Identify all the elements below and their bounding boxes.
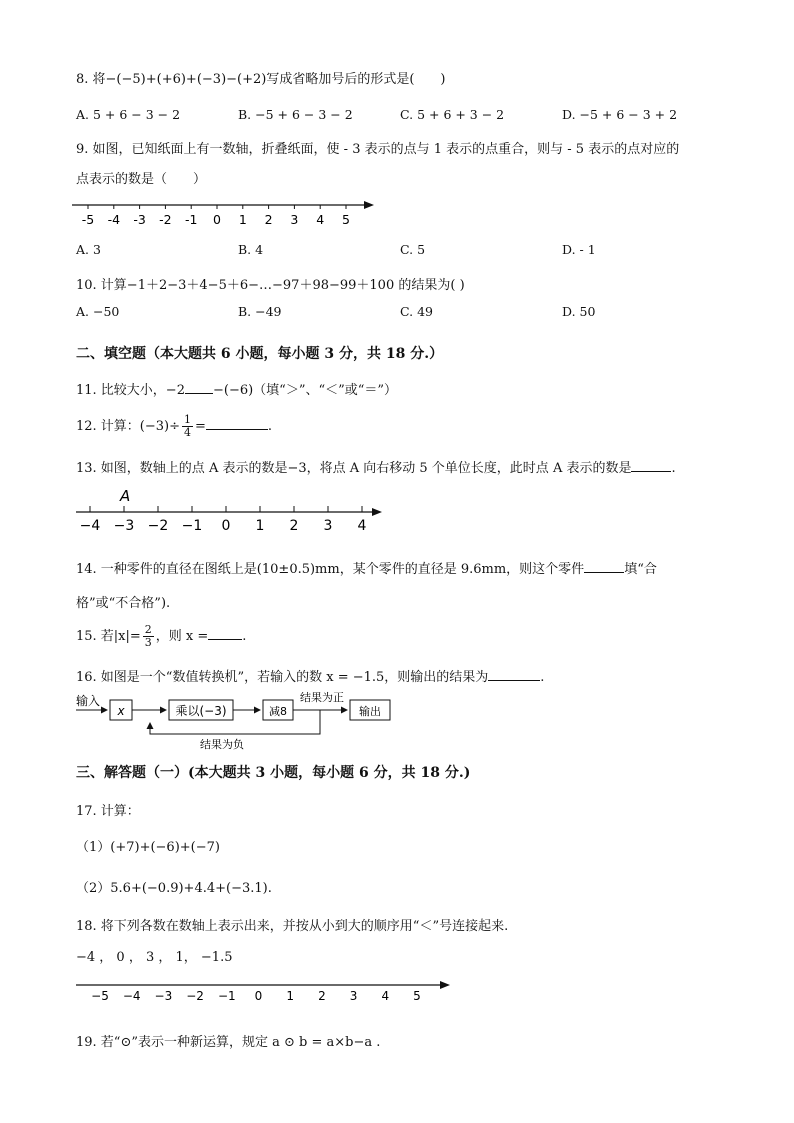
q18-stem: 18. 将下列各数在数轴上表示出来，并按从小到大的顺序用“＜”号连接起来. — [76, 919, 509, 934]
q17-stem: 17. 计算： — [76, 804, 140, 819]
q9-tick-label: 1 — [238, 212, 247, 227]
q16-stem: 16. 如图是一个“数值转换机”，若输入的数 x = −1.5，则输出的结果为 — [76, 670, 489, 685]
q13-tick-label: 3 — [323, 518, 333, 534]
flow-positive-label: 结果为正 — [300, 691, 344, 704]
q11-suffix: −(−6)（填“＞”、“＜”或“＝”） — [212, 383, 398, 398]
q10-option-d: D. 50 — [562, 304, 596, 319]
flow-input-label: 输入 — [76, 694, 101, 708]
q18-tick-label: −4 — [122, 989, 141, 1003]
q18-tick-label: 2 — [318, 989, 326, 1003]
q12-answer-blank[interactable] — [206, 417, 268, 430]
q15-end: . — [242, 629, 247, 644]
q18-numbers: −4 ， 0 ， 3 ， 1， −1.5 — [76, 950, 233, 965]
q11-prefix: 11. 比较大小，−2 — [76, 383, 185, 398]
section-3-heading: 三、解答题（一）(本大题共 3 小题，每小题 6 分，共 18 分.) — [76, 765, 471, 781]
q9-tick-label: 0 — [213, 212, 221, 227]
q10-stem: 10. 计算−1＋2−3＋4−5＋6−…−97＋98−99＋100 的结果为( ) — [76, 278, 465, 293]
q9-line2: 点表示的数是（ ） — [76, 172, 207, 187]
q15-fraction: $\frac{2}{3}$ — [144, 623, 152, 649]
section-2-heading: 二、填空题（本大题共 6 小题，每小题 3 分，共 18 分.） — [76, 346, 444, 362]
q9-number-line — [70, 194, 390, 230]
q17-part2: （2）5.6+(−0.9)+4.4+(−3.1). — [76, 881, 272, 896]
q12-fraction: $\frac{1}{4}$ — [184, 413, 192, 439]
q13-end: . — [671, 461, 676, 476]
q18-tick-label: −1 — [217, 989, 236, 1003]
q9-option-b: B. 4 — [238, 242, 264, 257]
q10-option-b: B. −49 — [238, 304, 282, 319]
q8-stem: 8. 将−(−5)+(+6)+(−3)−(+2)写成省略加号后的形式是( ) — [76, 72, 446, 87]
q9-tick-label: 4 — [316, 212, 325, 227]
q15-prefix: 15. 若|x|= — [76, 629, 141, 644]
q19-stem: 19. 若“⊙”表示一种新运算，规定 a ⊙ b = a×b−a . — [76, 1035, 381, 1050]
q12 — [76, 414, 272, 439]
q10-option-a: A. −50 — [76, 304, 120, 319]
q16-answer-blank[interactable] — [488, 668, 540, 681]
q13 — [76, 457, 676, 476]
q13-tick-label: −2 — [147, 518, 169, 534]
q18-tick-label: 3 — [349, 989, 358, 1003]
q9-arrowhead — [364, 201, 374, 209]
svg-text:x: x — [117, 704, 125, 718]
q9-tick-label: -1 — [184, 212, 198, 227]
q13-stem: 13. 如图，数轴上的点 A 表示的数是−3，将点 A 向右移动 5 个单位长度，此时点 A 表示的数是 — [76, 461, 632, 476]
svg-text:乘以(−3): 乘以(−3) — [175, 704, 227, 718]
q15-answer-blank[interactable] — [208, 627, 242, 640]
q9-line1: 9. 如图，已知纸面上有一数轴，折叠纸面，使 - 3 表示的点与 1 表示的点重合，则与 - 5 表示的点对应的 — [76, 142, 680, 157]
q13-number-line — [74, 484, 394, 536]
q18-tick-label: 4 — [381, 989, 390, 1003]
q9-tick-label: -3 — [133, 212, 146, 227]
q18-arrowhead — [440, 981, 450, 989]
q13-tick-label: 4 — [357, 518, 367, 534]
q13-point-a-label: A — [120, 487, 131, 505]
q18-tick-label: 5 — [413, 989, 421, 1003]
q8-option-d: D. −5 + 6 − 3 + 2 — [562, 107, 678, 122]
q13-tick-label: −1 — [181, 518, 203, 534]
svg-text:输出: 输出 — [359, 705, 381, 718]
q18-tick-label: −2 — [186, 989, 204, 1003]
q15 — [76, 624, 246, 649]
q8-option-b: B. −5 + 6 − 3 − 2 — [238, 107, 353, 122]
q9-tick-label: -2 — [159, 212, 172, 227]
q9-tick-label: 3 — [290, 212, 299, 227]
q16-flowchart — [74, 688, 404, 752]
q13-tick-label: −3 — [113, 518, 135, 534]
q11-answer-blank[interactable] — [185, 381, 213, 394]
q13-answer-blank[interactable] — [631, 459, 671, 472]
q18-tick-label: 0 — [254, 989, 263, 1003]
q12-prefix: 12. 计算：(−3)÷ — [76, 419, 181, 434]
q14-line2: 格”或“不合格”). — [76, 596, 171, 611]
q18-number-line — [74, 974, 464, 1010]
q12-equals: = — [195, 419, 206, 434]
svg-text:减8: 减8 — [269, 705, 287, 718]
q8-option-a: A. 5 + 6 − 3 − 2 — [76, 107, 181, 122]
q14-line1 — [76, 558, 657, 577]
q18-tick-label: −3 — [154, 989, 173, 1003]
q13-tick-label: −4 — [79, 518, 101, 534]
q13-arrowhead — [372, 508, 382, 516]
q11 — [76, 379, 397, 398]
q9-tick-label: 5 — [342, 212, 350, 227]
q9-option-a: A. 3 — [76, 242, 101, 257]
q12-end: . — [267, 419, 273, 434]
q13-tick-label: 2 — [289, 518, 299, 534]
q18-tick-label: −5 — [91, 989, 109, 1003]
q14-answer-blank[interactable] — [584, 560, 624, 573]
q8-option-c: C. 5 + 6 + 3 − 2 — [400, 107, 505, 122]
q9-tick-label: -4 — [107, 212, 121, 227]
q14-line1-b: 填“合 — [624, 562, 657, 577]
q10-option-c: C. 49 — [400, 304, 433, 319]
q13-tick-label: 0 — [221, 518, 231, 534]
q15-mid: ，则 x = — [155, 629, 209, 644]
q9-option-d: D. - 1 — [562, 242, 596, 257]
q16-end: . — [540, 670, 545, 685]
q9-tick-label: -5 — [81, 212, 95, 227]
q9-tick-label: 2 — [264, 212, 273, 227]
q14-line1-a: 14. 一种零件的直径在图纸上是(10±0.5)mm，某个零件的直径是 9.6mm，则这个零件 — [76, 562, 585, 577]
q9-option-c: C. 5 — [400, 242, 426, 257]
q17-part1: （1）(+7)+(−6)+(−7) — [76, 840, 220, 855]
flow-negative-label: 结果为负 — [200, 738, 244, 751]
q13-tick-label: 1 — [255, 518, 265, 534]
q18-tick-label: 1 — [286, 989, 295, 1003]
q16 — [76, 666, 544, 685]
